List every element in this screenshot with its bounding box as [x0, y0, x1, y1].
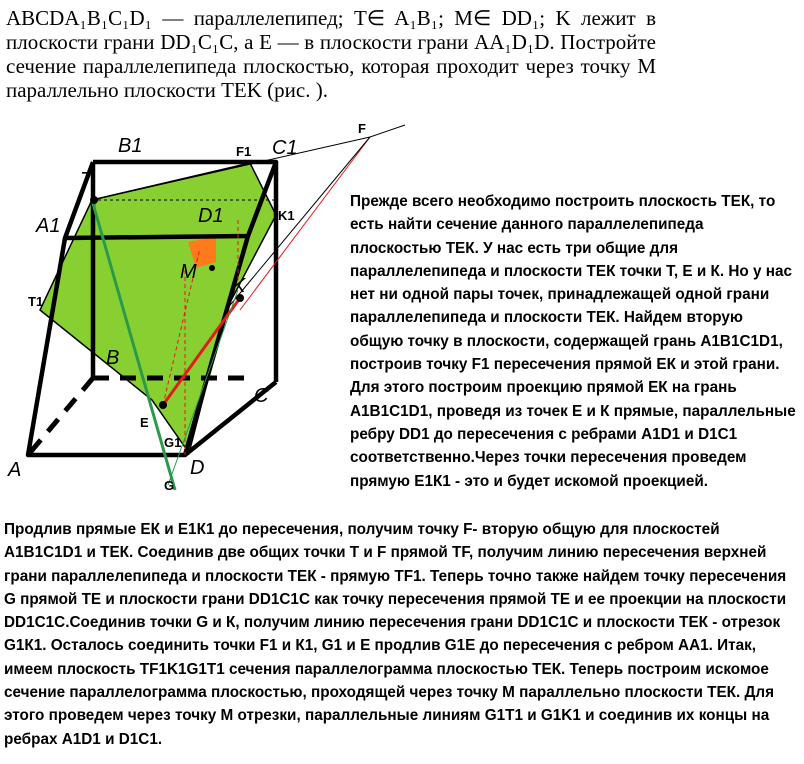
- problem-text: ABCDA₁B₁C₁D₁ — параллелепипед; T∈ A₁B₁; M∈ DD₁; K лежит в плоскости грани DD₁C₁C, а E — в плоскости грани AA₁D₁D. Постройте сечение параллелепипеда плоскостью, которая проходит через точку M параллельно плоскости TEK (рис. ).: [6, 6, 656, 102]
- label-d1: D1: [198, 205, 224, 227]
- label-c1: C1: [272, 137, 298, 159]
- problem-statement: [6, 6, 656, 102]
- label-t1: T1: [28, 294, 44, 309]
- label-d: D: [190, 457, 205, 479]
- label-k: K: [232, 275, 246, 297]
- point-m: [209, 265, 215, 271]
- point-t: [90, 196, 98, 204]
- label-t: T: [80, 169, 93, 191]
- label-m: M: [180, 261, 197, 283]
- label-c: C: [254, 385, 269, 407]
- explanation-side: [350, 190, 798, 493]
- explanation-bottom-text: Продлив прямые ЕК и Е1К1 до пересечения, получим точку F- вторую общую для плоскостей А1В1С1D1 и ТЕК. Соединив две общих точки Т и F прямой TF, получим линию пересечения верхней грани параллелепипеда и плоскости ТЕК - прямую TF1. Теперь точно также найдем точку пересечения G прямой ТЕ и плоскости грани DD1C1C как точку пересечения прямой ТЕ и ее проекции на плоскости DD1C1C.Соединив точки G и К, получим линию пересечения грани DD1C1C и плоскости ТЕК - отрезок G1К1. Осталось соединить точки F1 и К1, G1 и Е продлив G1E до пересечения с ребром АА1. Итак, имеем плоскость TF1K1G1T1 сечения параллелограмма плоскостью ТЕК. Теперь построим искомое сечение параллелограмма плоскостью, проходящей через точку М параллельно плоскости ТЕК. Для этого проведем через точку М отрезки, параллельные линиям G1T1 и G1K1 и соединив их концы на ребрах А1D1 и D1C1.: [4, 521, 787, 748]
- label-k1: K1: [278, 208, 295, 223]
- label-f1: F1: [236, 144, 252, 159]
- label-b: B: [106, 347, 120, 369]
- label-e: E: [140, 415, 149, 430]
- label-a1: A1: [36, 215, 61, 237]
- explanation-bottom: [4, 518, 800, 751]
- label-b1: B1: [118, 135, 143, 157]
- label-g: G: [164, 478, 175, 493]
- label-g1: G1: [164, 435, 182, 450]
- explanation-side-text: Прежде всего необходимо построить плоскость ТЕК, то есть найти сечение данного параллелепипеда плоскостью ТЕК. У нас есть три общие для параллелепипеда и плоскости ТЕК точки Т, Е и К. Но у нас нет ни одной пары точек, принадлежащей одной грани параллелепипеда и плоскости ТЕК. Найдем вторую общую точку в плоскости, содержащей грань А1В1С1D1, построив точку F1 пересечения прямой ЕК и этой грани. Для этого построим проекцию прямой ЕК на грань А1В1С1D1, проведя из точек Е и К прямые, параллельные ребру DD1 до пересечения с ребрами А1D1 и D1C1 соответственно.Через точки пересечения проведем прямую Е1К1 - это и будет искомой проекцией.: [350, 193, 796, 490]
- point-e: [159, 401, 167, 409]
- label-f: F: [358, 121, 366, 136]
- label-a: A: [8, 459, 22, 481]
